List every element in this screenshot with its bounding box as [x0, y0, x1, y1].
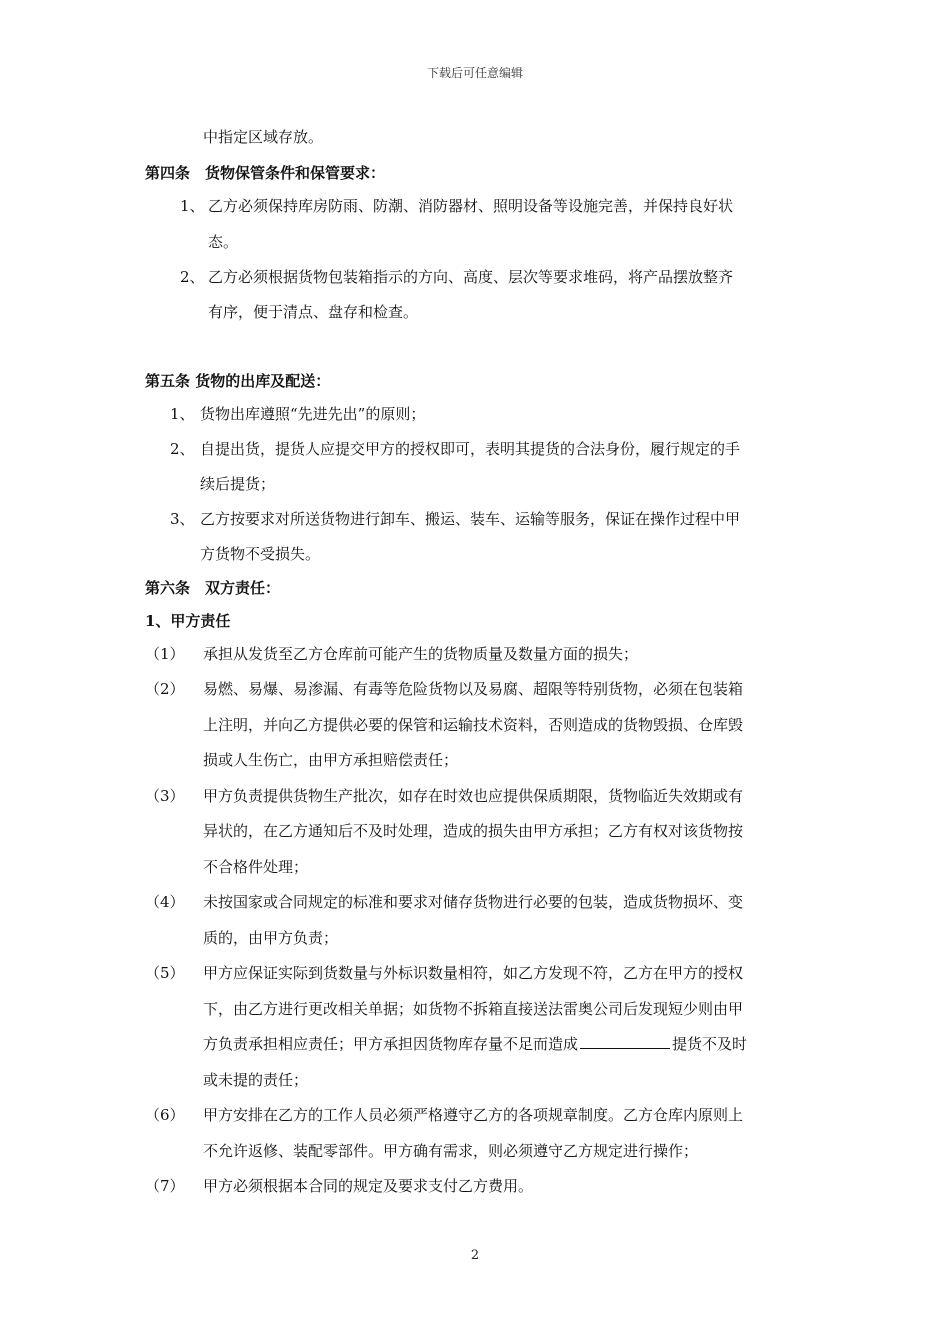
list-item-text: 方货物不受损失。: [200, 545, 321, 563]
list-item-text: 自提出货，提货人应提交甲方的授权即可，表明其提货的合法身份，履行规定的手: [200, 440, 741, 458]
clause-number: （1）: [145, 645, 185, 663]
fill-in-blank[interactable]: [580, 1034, 670, 1049]
clause-text: 异状的，在乙方通知后不及时处理，造成的损失由甲方承担；乙方有权对该货物按: [203, 822, 744, 840]
clause-text: 未按国家或合同规定的标准和要求对储存货物进行必要的包装，造成货物损坏、变: [203, 893, 744, 911]
article-5-title: 第五条 货物的出库及配送：: [145, 372, 331, 390]
clause-text: 或未提的责任；: [203, 1071, 309, 1089]
clause-number: （6）: [145, 1106, 185, 1124]
clause-number: （7）: [145, 1177, 185, 1195]
clause-text: 易燃、易爆、易渗漏、有毒等危险货物以及易腐、超限等特别货物，必须在包装箱: [203, 680, 744, 698]
list-item-text: 货物出库遵照“先进先出”的原则；: [200, 405, 426, 423]
clause-text: 甲方安排在乙方的工作人员必须严格遵守乙方的各项规章制度。乙方仓库内原则上: [203, 1106, 744, 1124]
clause-text: 甲方负责提供货物生产批次，如存在时效也应提供保质期限，货物临近失效期或有: [203, 787, 744, 805]
section-subtitle: 1、甲方责任: [145, 612, 231, 630]
clause-text: 不合格件处理；: [203, 858, 309, 876]
clause-text: 下，由乙方进行更改相关单据；如货物不拆箱直接送法雷奥公司后发现短少则由甲: [203, 1000, 744, 1018]
list-number: 1、: [180, 197, 205, 215]
clause-text: 质的，由甲方负责；: [203, 929, 339, 947]
clause-text: 上注明，并向乙方提供必要的保管和运输技术资料，否则造成的货物毁损、仓库毁: [203, 716, 744, 734]
clause-text: 不允许返修、装配零部件。甲方确有需求，则必须遵守乙方规定进行操作；: [203, 1142, 699, 1160]
continued-text: 中指定区域存放。: [203, 128, 324, 146]
clause-text: 甲方应保证实际到货数量与外标识数量相符，如乙方发现不符，乙方在甲方的授权: [203, 964, 744, 982]
page-number: 2: [470, 1248, 480, 1263]
clause-text-part: 方负责承担相应责任；甲方承担因货物库存量不足而造成: [203, 1035, 579, 1053]
list-item-text: 态。: [208, 233, 239, 251]
article-4-title: 第四条 货物保管条件和保管要求：: [145, 164, 386, 182]
list-item-text: 乙方按要求对所送货物进行卸车、搬运、装车、运输等服务，保证在操作过程中甲: [200, 510, 741, 528]
list-item-text: 乙方必须根据货物包装箱指示的方向、高度、层次等要求堆码，将产品摆放整齐: [208, 268, 734, 286]
clause-number: （3）: [145, 787, 185, 805]
clause-text-part: 提货不及时: [672, 1035, 748, 1053]
clause-text: 损或人生伤亡，由甲方承担赔偿责任；: [203, 751, 459, 769]
clause-number: （5）: [145, 964, 185, 982]
list-item-text: 乙方必须保持库房防雨、防潮、消防器材、照明设备等设施完善，并保持良好状: [208, 197, 734, 215]
clause-number: （4）: [145, 893, 185, 911]
list-item-text: 续后提货；: [200, 475, 276, 493]
clause-text: [203, 1034, 747, 1054]
page-header: 下载后可任意编辑: [426, 66, 523, 80]
list-number: 2、: [170, 440, 195, 458]
article-6-title: 第六条 双方责任：: [145, 579, 281, 597]
list-number: 2、: [180, 268, 205, 286]
clause-text: 承担从发货至乙方仓库前可能产生的货物质量及数量方面的损失；: [203, 645, 639, 663]
list-number: 1、: [170, 405, 195, 423]
list-item-text: 有序，便于清点、盘存和检查。: [208, 303, 419, 321]
list-number: 3、: [170, 510, 195, 528]
clause-text: 甲方必须根据本合同的规定及要求支付乙方费用。: [203, 1177, 534, 1195]
clause-number: （2）: [145, 680, 185, 698]
